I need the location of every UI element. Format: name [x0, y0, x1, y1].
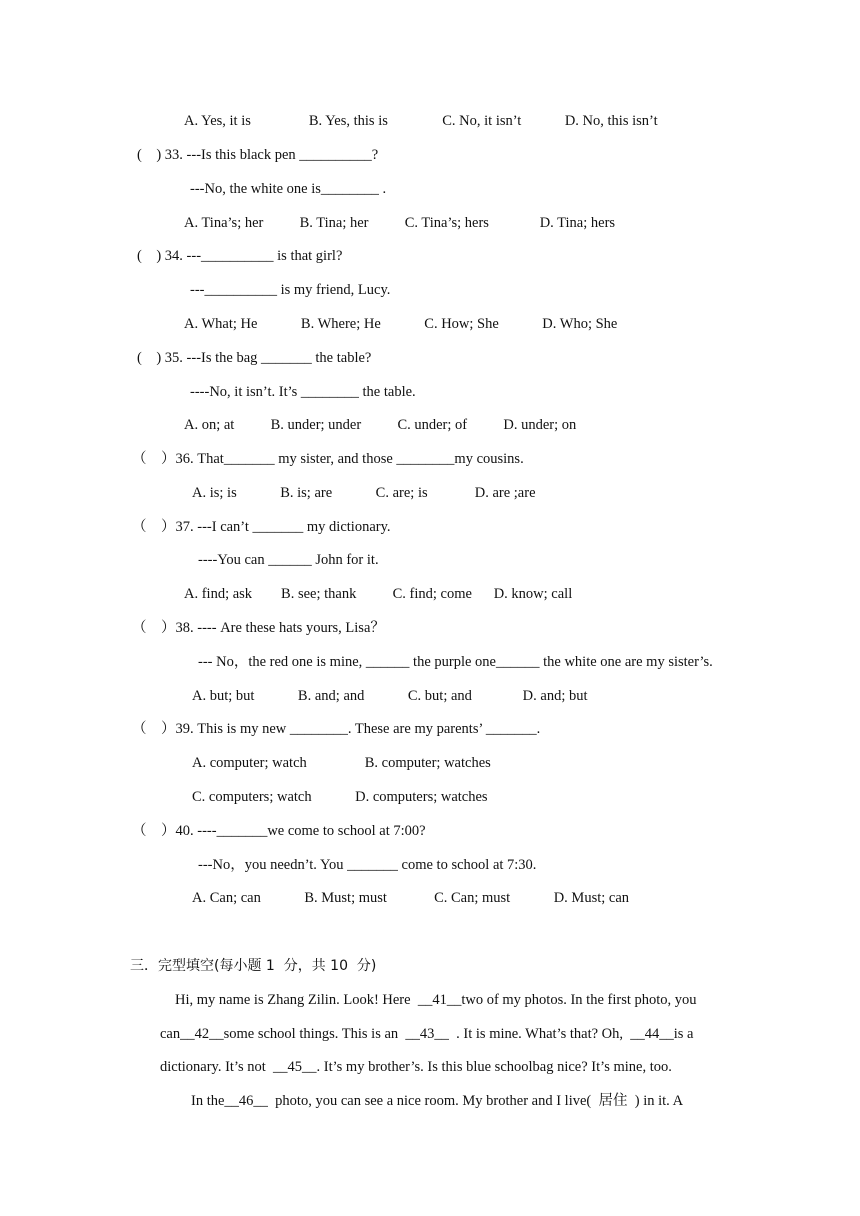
option-line-35: A. on; at B. under; under C. under; of D. under; on — [184, 417, 577, 433]
option-line-33: A. Tina’s; her B. Tina; her C. Tina’s; hers D. Tina; hers — [184, 215, 616, 231]
question-37: （ ）37. ---I can’t _______ my dictionary. — [132, 519, 391, 535]
question-39: （ ）39. This is my new ________. These are my parents’ _______. — [132, 721, 541, 737]
question-34-reply: ---__________ is my friend, Lucy. — [190, 282, 391, 298]
question-33-reply: ---No, the white one is________ . — [190, 181, 387, 197]
question-40-reply: ---No，you needn’t. You _______ come to school at 7:30. — [198, 857, 537, 873]
option-line-36: A. is; is B. is; are C. are; is D. are ;are — [192, 485, 536, 501]
option-line-38: A. but; but B. and; and C. but; and D. and; but — [192, 688, 588, 704]
question-38: （ ）38. ---- Are these hats yours, Lisa？ — [132, 620, 385, 636]
cloze-line-4: In the__46__ photo, you can see a nice room. My brother and I live( 居住 ) in it. A — [191, 1093, 684, 1109]
question-35: ( ) 35. ---Is the bag _______ the table? — [137, 350, 372, 366]
question-38-reply: --- No，the red one is mine, ______ the purple one______ the white one are my sister’s. — [198, 654, 713, 670]
question-40: （ ）40. ----_______we come to school at 7:00? — [132, 823, 426, 839]
question-33: ( ) 33. ---Is this black pen __________? — [137, 147, 379, 163]
option-line-39b: C. computers; watch D. computers; watches — [192, 789, 488, 805]
section-heading: 三．完型填空(每小题 1 分，共 10 分) — [130, 958, 377, 974]
cloze-line-1: Hi, my name is Zhang Zilin. Look! Here __41__two of my photos. In the first photo, you — [175, 992, 697, 1008]
cloze-line-3: dictionary. It’s not __45__. It’s my brother’s. Is this blue schoolbag nice? It’s mine, too. — [160, 1059, 672, 1075]
cloze-line-2: can__42__some school things. This is an __43__ . It is mine. What’s that? Oh, __44__is a — [160, 1026, 694, 1042]
question-36: （ ）36. That_______ my sister, and those ________my cousins. — [132, 451, 524, 467]
option-line-34: A. What; He B. Where; He C. How; She D. Who; She — [184, 316, 618, 332]
question-35-reply: ----No, it isn’t. It’s ________ the table. — [190, 384, 416, 400]
option-line-39a: A. computer; watch B. computer; watches — [192, 755, 491, 771]
option-line-37: A. find; ask B. see; thank C. find; come D. know; call — [184, 586, 573, 602]
option-line-40: A. Can; can B. Must; must C. Can; must D. Must; can — [192, 890, 630, 906]
question-34: ( ) 34. ---__________ is that girl? — [137, 248, 343, 264]
question-37-reply: ----You can ______ John for it. — [198, 552, 379, 568]
option-line-32: A. Yes, it is B. Yes, this is C. No, it isn’t D. No, this isn’t — [184, 113, 658, 129]
